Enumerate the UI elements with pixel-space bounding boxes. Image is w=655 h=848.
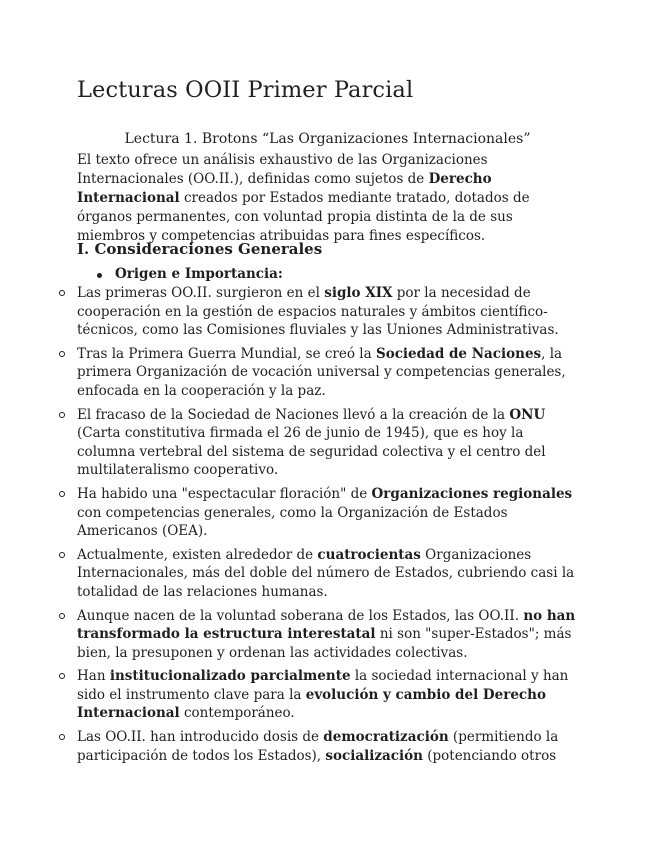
sub-list-item: [0, 667, 582, 723]
text-run: la sociedad internacional y han sido el instrumento clave para la: [77, 668, 569, 703]
sub-item-list: [0, 284, 582, 770]
bold-text: democratización: [323, 729, 449, 746]
hollow-bullet-icon: [59, 412, 65, 418]
text-run: Actualmente, existen alrededor de: [77, 546, 318, 563]
text-run: Organizaciones Internacionales, más del doble del número de Estados, cubriendo casi la totalidad de las relaciones humanas.: [77, 546, 575, 600]
hollow-bullet-icon: [59, 290, 65, 296]
text-run: El fracaso de la Sociedad de Naciones llevó a la creación de la: [77, 406, 510, 423]
text-run: , la primera Organización de vocación universal y competencias generales, enfocada en la cooperación y la paz.: [77, 345, 566, 399]
bold-text: Organizaciones regionales: [371, 485, 573, 502]
bold-text: no han transformado la estructura interestatal: [77, 607, 576, 643]
sub-list-item: [0, 345, 582, 401]
bold-text: cuatrocientas: [317, 546, 421, 563]
bold-text: institucionalizado parcialmente: [109, 668, 351, 685]
bold-text: socialización: [325, 747, 423, 764]
text-run: Ha habido una "espectacular floración" de: [77, 485, 372, 502]
hollow-bullet-icon: [59, 351, 65, 357]
text-run: Tras la Primera Guerra Mundial, se creó la: [77, 345, 376, 362]
text-run: contemporáneo.: [179, 705, 295, 722]
sub-list-item: [0, 607, 582, 663]
bold-text: Derecho Internacional: [77, 171, 492, 206]
reading-subtitle: Lectura 1. Brotons “Las Organizaciones Internacionales”: [124, 131, 531, 147]
text-run: por la necesidad de cooperación en la gestión de espacios naturales y ámbitos científico-técnicos, como las Comisiones fluviales y las Uniones Administrativas.: [77, 285, 559, 339]
bullet-icon: [97, 273, 102, 278]
bold-text: ONU: [509, 406, 546, 423]
sub-list-item: [0, 728, 582, 765]
topic-item: [77, 265, 582, 284]
sub-list-item: [0, 406, 582, 480]
bold-text: siglo XIX: [324, 285, 393, 301]
intro-paragraph: [77, 151, 582, 246]
sub-list-item: [0, 485, 582, 541]
hollow-bullet-icon: [59, 552, 65, 558]
text-run: El texto ofrece un análisis exhaustivo de las Organizaciones Internacionales (OO.II.), definidas como sujetos de: [77, 152, 488, 187]
text-run: ni son "super-Estados"; más bien, la presuponen y ordenan las actividades colectivas.: [77, 626, 572, 661]
topic-label: Origen e Importancia:: [115, 266, 283, 282]
text-run: Han: [77, 668, 110, 685]
text-run: con competencias generales, como la Organización de Estados Americanos (OEA).: [77, 504, 508, 540]
topic-list: [77, 265, 582, 284]
text-run: (permitiendo la participación de todos los Estados),: [77, 729, 559, 764]
text-run: Aunque nacen de la voluntad soberana de los Estados, las OO.II.: [77, 607, 524, 624]
text-run: Las OO.II. han introducido dosis de: [77, 729, 324, 746]
text-run: (Carta constitutiva firmada el 26 de junio de 1945), que es hoy la columna vertebral del sistema de seguridad colectiva y el centro del multilateralismo cooperativo.: [77, 425, 546, 479]
sub-list-item: [0, 546, 582, 602]
text-run: Las primeras OO.II. surgieron en el: [77, 285, 325, 301]
bold-text: evolución y cambio del Derecho Internacional: [77, 686, 546, 722]
section-heading: I. Consideraciones Generales: [77, 240, 323, 258]
hollow-bullet-icon: [59, 613, 65, 619]
document-title: Lecturas OOII Primer Parcial: [77, 77, 414, 103]
text-run: creados por Estados mediante tratado, dotados de órganos permanentes, con voluntad propia distinta de la de sus miembros y competencias atribuidas para fines específicos.: [77, 190, 530, 244]
text-run: (potenciando otros: [422, 747, 557, 764]
hollow-bullet-icon: [59, 491, 65, 497]
bold-text: Sociedad de Naciones: [375, 345, 542, 362]
hollow-bullet-icon: [59, 673, 65, 679]
hollow-bullet-icon: [59, 734, 65, 740]
sub-list-item: [0, 284, 582, 340]
